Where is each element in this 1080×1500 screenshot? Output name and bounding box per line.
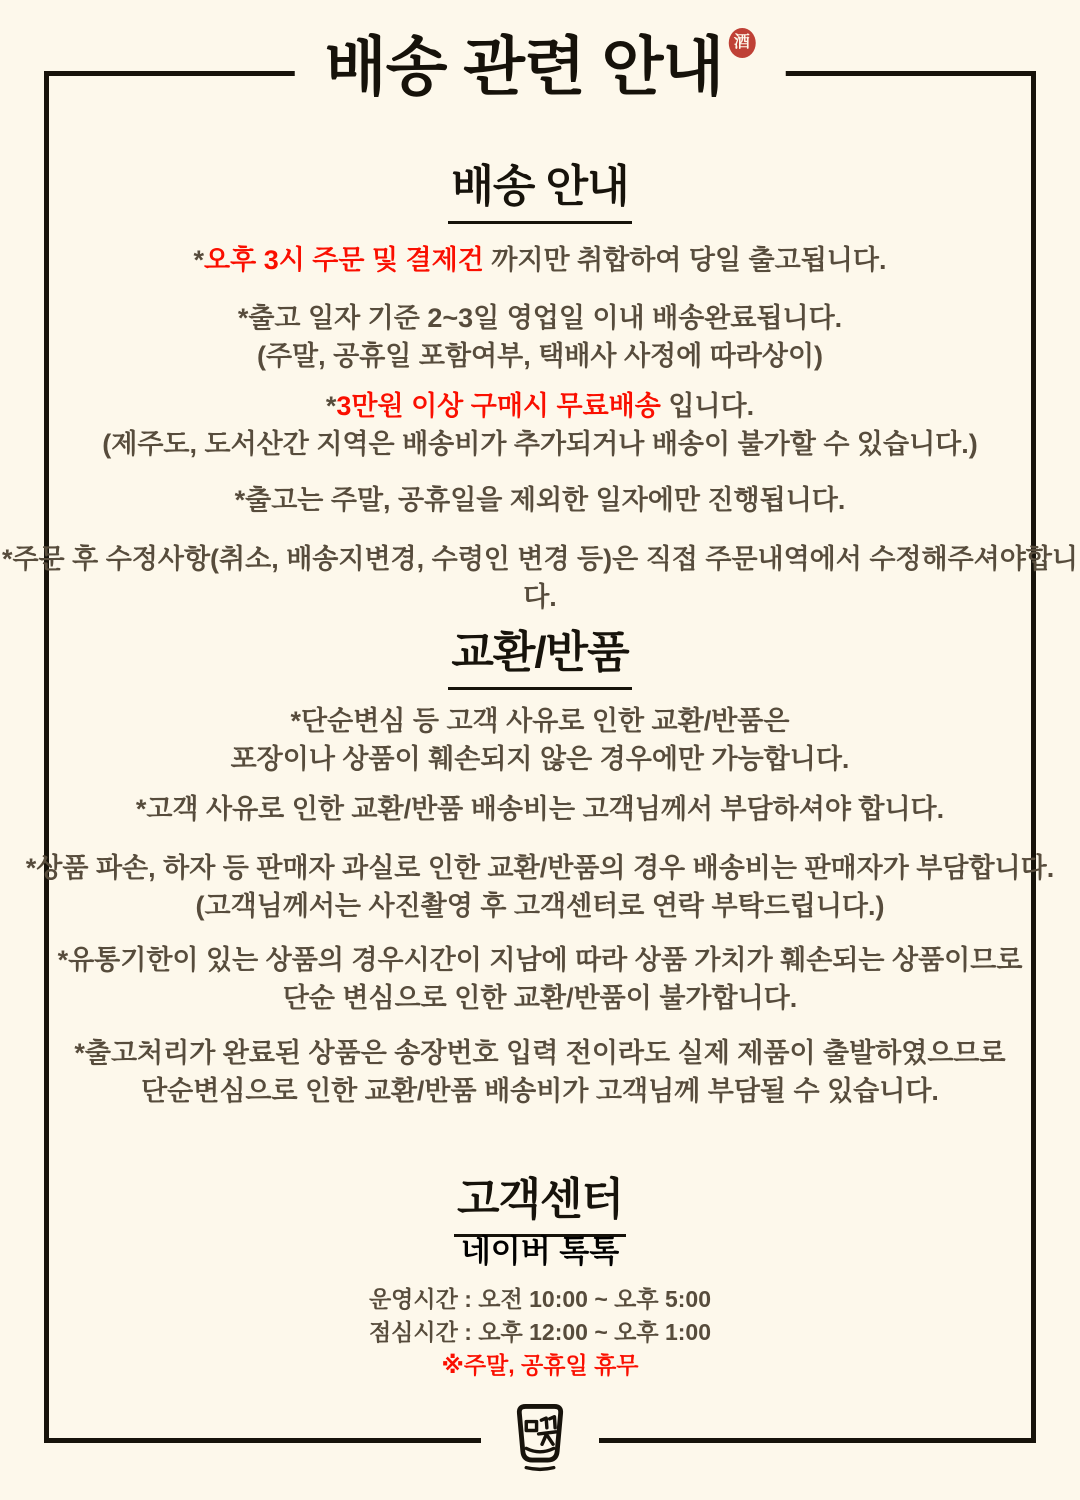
delivery-paragraph-3 (0, 387, 1080, 463)
notice-text: 단순 변심으로 인한 교환/반품이 불가합니다. (282, 983, 798, 1013)
section-heading-exchange (0, 616, 1080, 690)
delivery-paragraph-1 (0, 241, 1080, 279)
notice-text: *유통기한이 있는 상품의 경우시간이 지남에 따라 상품 가치가 훼손되는 상품이므로 (57, 945, 1023, 975)
brand-logo-icon (481, 1400, 599, 1477)
notice-text: *출고처리가 완료된 상품은 송장번호 입력 전이라도 실제 제품이 출발하였으므로 (74, 1038, 1006, 1068)
support-channel (0, 1226, 1080, 1271)
exchange-paragraph-5 (0, 1034, 1080, 1110)
delivery-paragraph-5 (0, 540, 1080, 616)
notice-text: *주문 후 수정사항(취소, 배송지변경, 수령인 변경 등)은 직접 주문내역에서 수정해주셔야합니다. (1, 544, 1079, 612)
notice-line (0, 387, 1080, 425)
delivery-paragraph-2 (0, 299, 1080, 375)
asterisk: * (193, 245, 205, 275)
notice-text: *출고 일자 기준 2~3일 영업일 이내 배송완료됩니다. (237, 303, 843, 333)
page-title-text: 배송 관련 안내 (324, 31, 724, 103)
notice-text: 단순변심으로 인한 교환/반품 배송비가 고객님께 부담될 수 있습니다. (141, 1076, 939, 1106)
liquor-seal-icon: 酒 (728, 28, 755, 58)
page-title (295, 18, 786, 134)
section-heading-delivery (0, 150, 1080, 224)
asterisk: * (325, 391, 337, 421)
notice-text: (고객님께서는 사진촬영 후 고객센터로 연락 부탁드립니다.) (195, 891, 885, 921)
exchange-paragraph-3 (0, 849, 1080, 925)
notice-text: (제주도, 도서산간 지역은 배송비가 추가되거나 배송이 불가할 수 있습니다.) (102, 429, 978, 459)
notice-text: *고객 사유로 인한 교환/반품 배송비는 고객님께서 부담하셔야 합니다. (135, 794, 945, 824)
notice-text: 까지만 취합하여 당일 출고됩니다. (483, 245, 887, 275)
section-heading-support-text: 고객센터 (454, 1163, 626, 1237)
support-channel-text: 네이버 톡톡 (460, 1234, 620, 1269)
hours-text: 운영시간 : 오전 10:00 ~ 오후 5:00 (368, 1286, 712, 1312)
notice-text: *단순변심 등 고객 사유로 인한 교환/반품은 (290, 706, 790, 736)
notice-text: *출고는 주말, 공휴일을 제외한 일자에만 진행됩니다. (234, 485, 846, 515)
support-hours-line1 (0, 1284, 1080, 1314)
notice-text: (주말, 공휴일 포함여부, 택배사 사정에 따라상이) (256, 341, 824, 371)
notice-text: *상품 파손, 하자 등 판매자 과실로 인한 교환/반품의 경우 배송비는 판매자가 부담합니다. (25, 853, 1055, 883)
section-heading-delivery-text: 배송 안내 (448, 150, 631, 224)
support-hours-line2 (0, 1317, 1080, 1347)
support-closed-note (0, 1347, 1080, 1380)
notice-text: 입니다. (660, 391, 755, 421)
section-heading-exchange-text: 교환/반품 (448, 616, 631, 690)
highlight-red-text: 3만원 이상 구매시 무료배송 (336, 391, 661, 421)
notice-text: 포장이나 상품이 훼손되지 않은 경우에만 가능합니다. (230, 744, 850, 774)
exchange-paragraph-2 (0, 790, 1080, 828)
highlight-red-text: 오후 3시 주문 및 결제건 (204, 245, 484, 275)
exchange-paragraph-4 (0, 941, 1080, 1017)
closed-note-text: ※주말, 공휴일 휴무 (441, 1352, 639, 1378)
delivery-paragraph-4 (0, 481, 1080, 519)
hours-text: 점심시간 : 오후 12:00 ~ 오후 1:00 (368, 1319, 712, 1345)
exchange-paragraph-1 (0, 702, 1080, 778)
